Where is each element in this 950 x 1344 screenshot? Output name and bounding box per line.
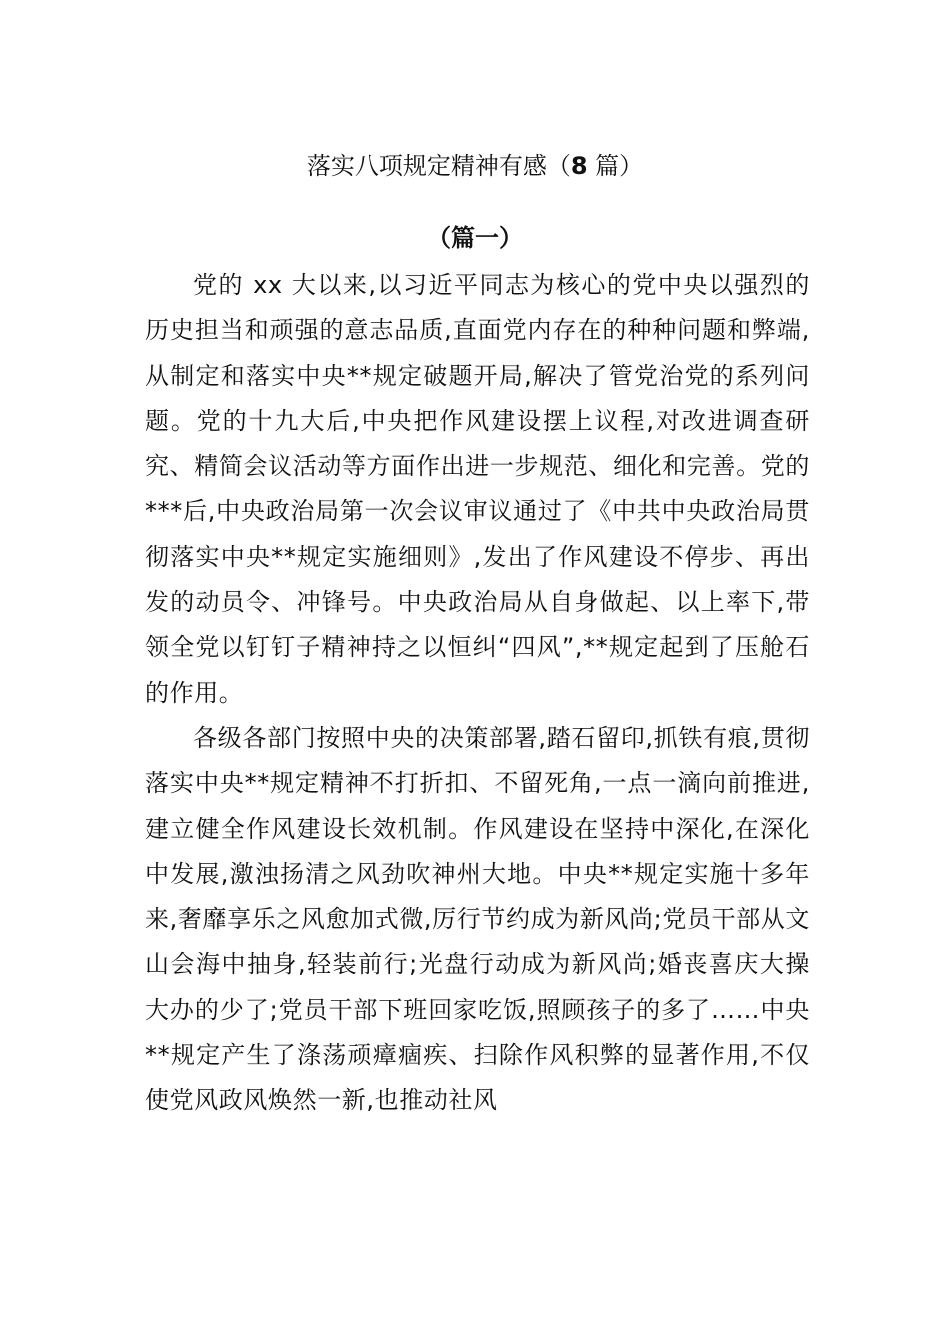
paragraph-2: 各级各部门按照中央的决策部署,踏石留印,抓铁有痕,贯彻落实中央**规定精神不打折扣、不留死角,一点一滴向前推进,建立健全作风建设长效机制。作风建设在坚持中深化,在深化中发展,激浊扬清之风劲吹神州大地。中央**规定实施十多年来,奢靡享乐之风愈加式微,厉行节约成为新风尚;党员干部从文山会海中抽身,轻装前行;光盘行动成为新风尚;婚丧喜庆大操大办的少了;党员干部下班回家吃饭,照顾孩子的多了……中央**规定产生了涤荡顽瘴痼疾、扫除作风积弊的显著作用,不仅使党风政风焕然一新,也推动社风	[145, 723, 810, 1115]
section-heading: （篇一）	[427, 224, 523, 252]
document-title	[0, 146, 950, 186]
title-number: 8	[570, 152, 588, 180]
title-prefix: 落实八项规定精神有感（	[306, 152, 571, 180]
title-suffix: 篇）	[587, 152, 644, 180]
document-body	[145, 263, 810, 1124]
paragraph-1: 党的 xx 大以来,以习近平同志为核心的党中央以强烈的历史担当和顽强的意志品质,直面党内存在的种种问题和弊端,从制定和落实中央**规定破题开局,解决了管党治党的系列问题。党的十九大后,中央把作风建设摆上议程,对改进调查研究、精简会议活动等方面作出进一步规范、细化和完善。党的***后,中央政治局第一次会议审议通过了《中共中央政治局贯彻落实中央**规定实施细则》,发出了作风建设不停步、再出发的动员令、冲锋号。中央政治局从自身做起、以上率下,带领全党以钉钉子精神持之以恒纠“四风”,**规定起到了压舱石的作用。	[145, 271, 810, 707]
